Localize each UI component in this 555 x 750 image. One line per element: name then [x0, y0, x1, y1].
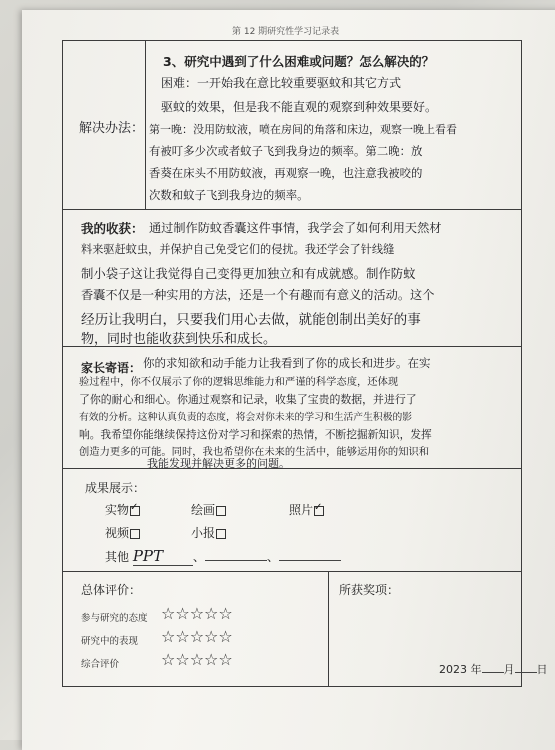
- divider-evaluation-awards: [328, 571, 329, 686]
- divider-solution-label: [145, 41, 146, 209]
- rating-stars-performance[interactable]: ☆☆☆☆☆: [161, 627, 233, 646]
- sheet-header: 第 12 期研究性学习记录表: [232, 27, 340, 37]
- harvest-line-3: 制小袋子这让我觉得自己变得更加独立和有成就感。制作防蚊: [81, 266, 416, 281]
- solution-line-4: 有被叮多少次或者蚊子飞到我身边的频率。第二晚：放: [149, 144, 423, 158]
- solution-line-3: 第一晚：没用防蚊液，喷在房间的角落和床边，观察一晚上看看: [149, 123, 457, 136]
- harvest-line-2: 料来驱赶蚊虫，并保护自己免受它们的侵扰。我还学会了针线缝: [81, 243, 395, 256]
- result-other-value[interactable]: PPT: [133, 547, 193, 566]
- solution-line-5: 香葵在床头不用防蚊液，再观察一晚，也注意我被咬的: [149, 166, 423, 180]
- result-item-poster: [191, 524, 226, 541]
- awards-label: 所获奖项：: [339, 583, 400, 597]
- parent-line-3: 了你的耐心和细心。你通过观察和记录，收集了宝贵的数据，并进行了: [79, 393, 417, 406]
- harvest-line-6: 物，同时也能收获到快乐和成长。: [81, 332, 277, 347]
- parent-label: 家长寄语：: [81, 361, 142, 375]
- result-item-label: 视频: [105, 526, 130, 540]
- evaluation-label: 总体评价：: [81, 583, 142, 597]
- harvest-line-5: 经历让我明白，只要我们用心去做，就能创制出美好的事: [81, 312, 421, 328]
- evaluation-row-attitude: [81, 610, 148, 624]
- date-day-blank[interactable]: [515, 672, 537, 673]
- results-label: 成果展示：: [85, 481, 146, 495]
- record-sheet-page: [22, 10, 555, 750]
- record-table: [62, 40, 548, 687]
- harvest-line-4: 香囊不仅是一种实用的方法，还是一个有趣而有意义的活动。这个: [81, 288, 435, 302]
- evaluation-row-label: 参与研究的态度: [81, 613, 148, 624]
- rating-stars-overall[interactable]: ☆☆☆☆☆: [161, 650, 233, 669]
- solution-label: 解决办法：: [79, 121, 145, 136]
- awards-date: [439, 661, 548, 677]
- checkbox-video[interactable]: [130, 529, 140, 539]
- result-other-sep-1: 、: [192, 550, 205, 564]
- result-item-photo: [289, 501, 324, 518]
- parent-line-2: 验过程中，你不仅展示了你的逻辑思维能力和严谨的科学态度，还体现: [79, 376, 399, 388]
- divider-solution-harvest: [63, 209, 521, 210]
- evaluation-row-overall: [81, 656, 119, 670]
- divider-parent-results: [63, 468, 521, 469]
- solution-question: 3、研究中遇到了什么困难或问题？怎么解决的？: [163, 54, 435, 69]
- result-other: [105, 547, 341, 566]
- checkbox-photo[interactable]: [314, 506, 324, 516]
- result-item-object: [105, 501, 140, 518]
- evaluation-row-performance: [81, 633, 138, 647]
- evaluation-row-label: 综合评价: [81, 659, 120, 670]
- harvest-line-1: 通过制作防蚊香囊这件事情，我学会了如何利用天然材: [149, 221, 442, 235]
- solution-line-6: 次数和蚊子飞到我身边的频率。: [149, 188, 309, 202]
- parent-line-5: 响。我希望你能继续保持这份对学习和探索的热情，不断挖掘新知识，发挥: [79, 428, 432, 441]
- result-item-drawing: [191, 501, 226, 518]
- parent-line-7: 我能发现并解决更多的问题。: [147, 457, 290, 470]
- checkbox-object[interactable]: [130, 506, 140, 516]
- result-other-blank-2[interactable]: [279, 560, 341, 561]
- divider-results-evaluation: [63, 571, 521, 572]
- parent-line-6: 创造力更多的可能。同时，我也希望你在未来的生活中，能够运用你的知识和: [79, 446, 430, 458]
- rating-stars-attitude[interactable]: ☆☆☆☆☆: [161, 604, 233, 623]
- date-month-label: 月: [503, 663, 515, 676]
- checkbox-drawing[interactable]: [216, 506, 226, 516]
- result-item-label: 实物: [105, 503, 130, 517]
- result-item-label: 照片: [289, 503, 314, 517]
- result-other-sep-2: 、: [266, 550, 279, 564]
- result-item-video: [105, 524, 140, 541]
- checkbox-poster[interactable]: [216, 529, 226, 539]
- result-other-blank-1[interactable]: [205, 560, 267, 561]
- date-year: 2023 年: [439, 663, 482, 676]
- date-month-blank[interactable]: [482, 672, 504, 673]
- harvest-label: 我的收获：: [81, 221, 144, 236]
- solution-line-1: 困难：一开始我在意比较重要驱蚊和其它方式: [161, 76, 402, 90]
- result-item-label: 小报: [191, 526, 216, 540]
- result-item-label: 绘画: [191, 503, 216, 517]
- date-day-label: 日: [536, 663, 548, 676]
- solution-line-2: 驱蚊的效果，但是我不能直观的观察到种效果要好。: [161, 100, 438, 114]
- parent-line-4: 有效的分析。这种认真负责的态度，将会对你未来的学习和生活产生积极的影: [79, 412, 413, 423]
- parent-line-1: 你的求知欲和动手能力让我看到了你的成长和进步。在实: [143, 356, 431, 370]
- evaluation-row-label: 研究中的表现: [81, 636, 139, 647]
- result-other-label: 其他: [105, 550, 130, 564]
